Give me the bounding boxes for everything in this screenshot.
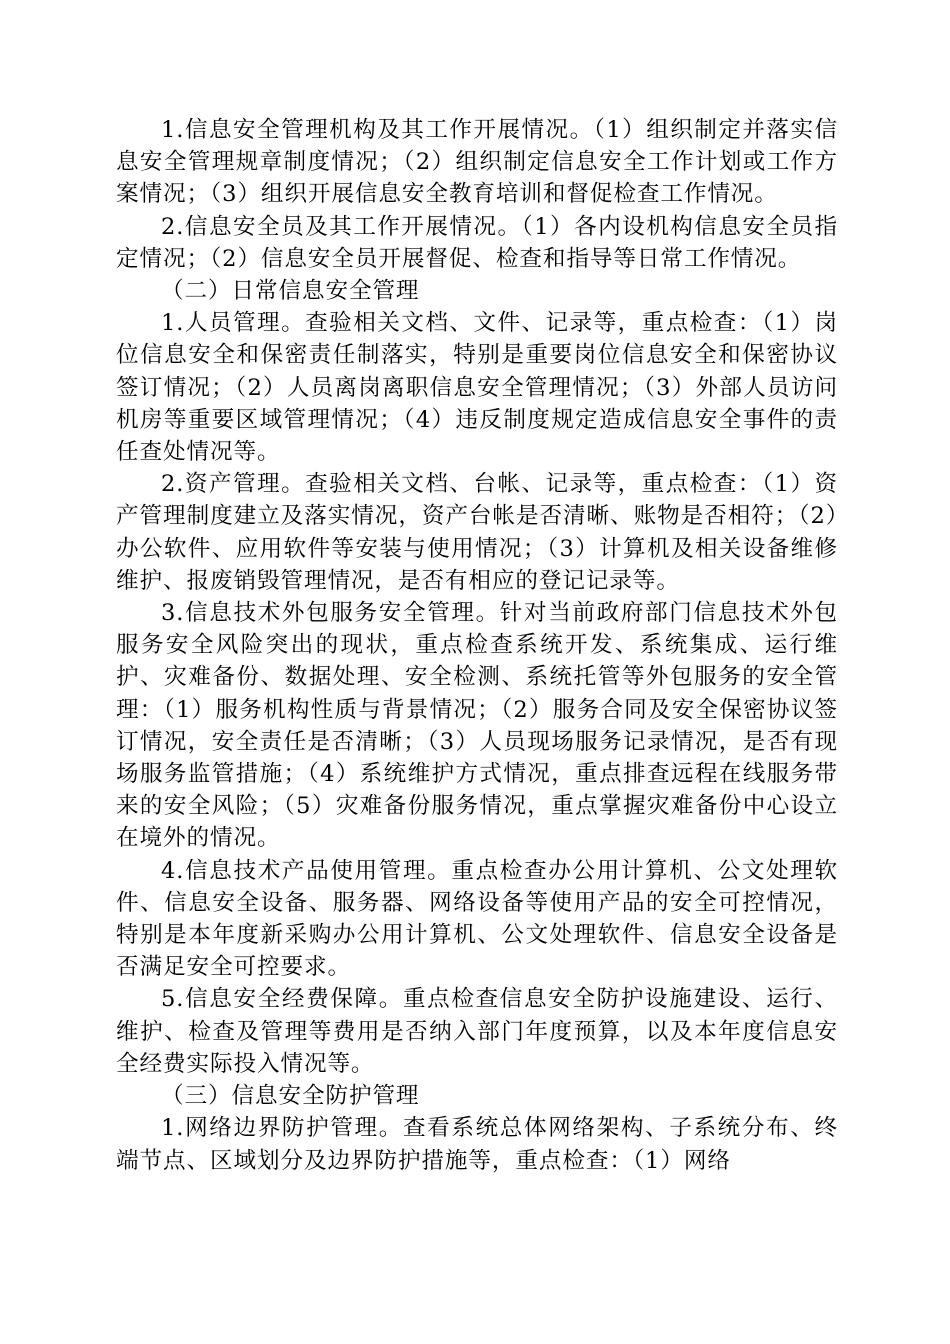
paragraph-2: 2.信息安全员及其工作开展情况。（1）各内设机构信息安全员指定情况；（2）信息安全员开展督促、检查和指导等日常工作情况。: [116, 213, 838, 272]
paragraph-3: 1.人员管理。查验相关文档、文件、记录等，重点检查：（1）岗位信息安全和保密责任制落实，特别是重要岗位信息安全和保密协议签订情况；（2）人员离岗离职信息安全管理情况；（3）外部人员访问机房等重要区域管理情况；（4）违反制度规定造成信息安全事件的责任查处情况等。: [116, 310, 838, 466]
paragraph-4: 2.资产管理。查验相关文档、台帐、记录等，重点检查：（1）资产管理制度建立及落实情况，资产台帐是否清晰、账物是否相符；（2）办公软件、应用软件等安装与使用情况；（3）计算机及相关设备维修维护、报废销毁管理情况，是否有相应的登记记录等。: [116, 471, 838, 594]
paragraph-7: 5.信息安全经费保障。重点检查信息安全防护设施建设、运行、维护、检查及管理等费用是否纳入部门年度预算，以及本年度信息安全经费实际投入情况等。: [116, 986, 838, 1077]
paragraph-1: 1.信息安全管理机构及其工作开展情况。（1）组织制定并落实信息安全管理规章制度情况；（2）组织制定信息安全工作计划或工作方案情况；（3）组织开展信息安全教育培训和督促检查工作情况。: [116, 117, 838, 208]
paragraph-6: 4.信息技术产品使用管理。重点检查办公用计算机、公文处理软件、信息安全设备、服务器、网络设备等使用产品的安全可控情况，特别是本年度新采购办公用计算机、公文处理软件、信息安全设备是否满足安全可控要求。: [116, 857, 838, 981]
section-heading-2: （二）日常信息安全管理: [161, 278, 420, 305]
document-page: [116, 114, 838, 1177]
paragraph-8: 1.网络边界防护管理。查看系统总体网络架构、子系统分布、终端节点、区域划分及边界防护措施等，重点检查：（1）网络: [116, 1115, 838, 1174]
section-heading-3: （三）信息安全防护管理: [161, 1083, 420, 1110]
paragraph-5: 3.信息技术外包服务安全管理。针对当前政府部门信息技术外包服务安全风险突出的现状，重点检查系统开发、系统集成、运行维护、灾难备份、数据处理、安全检测、系统托管等外包服务的安全管理：（1）服务机构性质与背景情况；（2）服务合同及安全保密协议签订情况，安全责任是否清晰；（3）人员现场服务记录情况，是否有现场服务监管措施；（4）系统维护方式情况，重点排查远程在线服务带来的安全风险；（5）灾难备份服务情况，重点掌握灾难备份中心设立在境外的情况。: [116, 600, 838, 852]
